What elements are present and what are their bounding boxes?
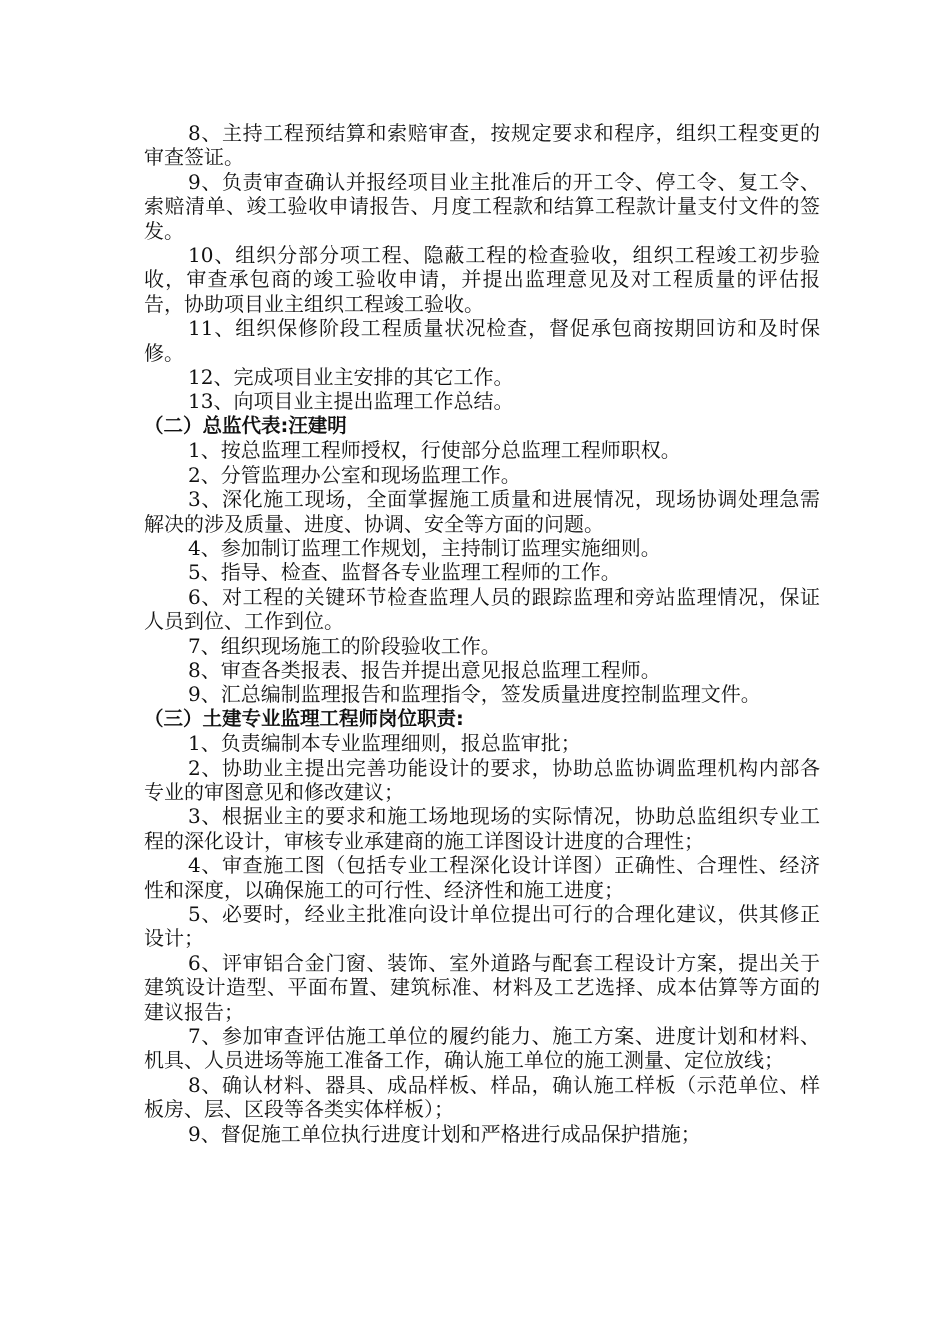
duty-item: 3、根据业主的要求和施工场地现场的实际情况，协助总监组织专业工程的深化设计，审核专业承建商的施工详图设计进度的合理性； xyxy=(144,804,820,853)
duty-item: 5、指导、检查、监督各专业监理工程师的工作。 xyxy=(188,560,621,585)
duty-item: 4、审查施工图（包括专业工程深化设计详图）正确性、合理性、经济性和深度，以确保施工的可行性、经济性和施工进度； xyxy=(144,853,820,902)
document-page xyxy=(144,121,820,1146)
duty-item: 7、参加审查评估施工单位的履约能力、施工方案、进度计划和材料、机具、人员进场等施工准备工作，确认施工单位的施工测量、定位放线； xyxy=(144,1024,820,1073)
duty-item: 5、必要时，经业主批准向设计单位提出可行的合理化建议，供其修正设计； xyxy=(144,902,820,951)
duty-item: 1、按总监理工程师授权，行使部分总监理工程师职权。 xyxy=(188,438,681,463)
duty-item: 10、组织分部分项工程、隐蔽工程的检查验收，组织工程竣工初步验收，审查承包商的竣工验收申请，并提出监理意见及对工程质量的评估报告，协助项目业主组织工程竣工验收。 xyxy=(144,243,820,316)
section-heading-deputy-director: （二）总监代表:汪建明 xyxy=(144,413,347,437)
duty-item: 6、对工程的关键环节检查监理人员的跟踪监理和旁站监理情况，保证人员到位、工作到位。 xyxy=(144,584,820,634)
duty-item: 2、分管监理办公室和现场监理工作。 xyxy=(188,462,521,487)
duty-item: 13、向项目业主提出监理工作总结。 xyxy=(188,389,514,414)
duty-item: 8、主持工程预结算和索赔审查，按规定要求和程序，组织工程变更的审查签证。 xyxy=(144,121,820,170)
duty-item: 8、审查各类报表、报告并提出意见报总监理工程师。 xyxy=(188,657,661,682)
duty-item: 2、协助业主提出完善功能设计的要求，协助总监协调监理机构内部各专业的审图意见和修改建议； xyxy=(144,755,820,804)
duty-item: 9、汇总编制监理报告和监理指令，签发质量进度控制监理文件。 xyxy=(188,682,761,707)
duty-item: 4、参加制订监理工作规划，主持制订监理实施细则。 xyxy=(188,535,661,560)
duty-item: 6、评审铝合金门窗、装饰、室外道路与配套工程设计方案，提出关于建筑设计造型、平面布置、建筑标准、材料及工艺选择、成本估算等方面的建议报告； xyxy=(144,950,820,1024)
duty-item: 3、深化施工现场，全面掌握施工质量和进展情况，现场协调处理急需解决的涉及质量、进度、协调、安全等方面的问题。 xyxy=(144,487,820,536)
duty-item: 11、组织保修阶段工程质量状况检查，督促承包商按期回访和及时保修。 xyxy=(144,316,820,365)
duty-item: 12、完成项目业主安排的其它工作。 xyxy=(188,365,514,390)
duty-item: 9、负责审查确认并报经项目业主批准后的开工令、停工令、复工令、索赔清单、竣工验收申请报告、月度工程款和结算工程款计量支付文件的签发。 xyxy=(144,169,820,243)
section-heading-civil-engineer: （三）土建专业监理工程师岗位职责: xyxy=(144,706,464,730)
duty-item: 8、确认材料、器具、成品样板、样品，确认施工样板（示范单位、样板房、层、区段等各类实体样板）； xyxy=(144,1072,820,1122)
duty-item: 1、负责编制本专业监理细则，报总监审批； xyxy=(188,731,581,756)
duty-item: 7、组织现场施工的阶段验收工作。 xyxy=(188,633,501,658)
duty-item: 9、督促施工单位执行进度计划和严格进行成品保护措施； xyxy=(188,1121,701,1146)
